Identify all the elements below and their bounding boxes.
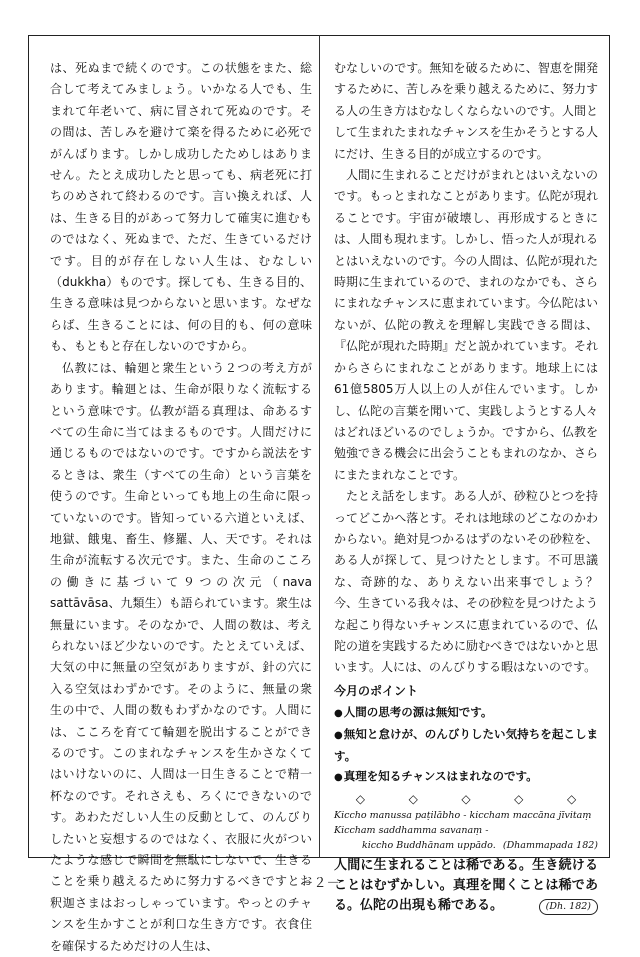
- diamond-separator: [334, 790, 598, 808]
- column-divider: [319, 35, 320, 858]
- pali-line: Kiccho manussa paṭilābho - kiccham maccāna jīvitaṃ: [334, 810, 592, 822]
- points-title: 今月のポイント: [334, 683, 419, 698]
- left-column: [50, 58, 312, 957]
- verse-translation: 人間に生まれることは稀である。生き続けることはむずかしい。真理を聞くことは稀である。仏陀の出現も稀である。 (Dh. 182): [334, 858, 598, 914]
- diamond-icon: ◇: [408, 792, 418, 807]
- black-circle-icon: ●: [334, 730, 343, 742]
- point-item: ●無知と怠けが、のんびりしたい気持ちを起こします。: [334, 727, 599, 764]
- paragraph: むなしいのです。無知を破るために、智恵を開発するために、苦しみを乗り越えるために、努力する人の生き方はむなしくならないのです。人間として生まれたまれなチャンスを生かそうとする人にだけ、生きる目的が成立するのです。: [334, 61, 599, 161]
- pali-source: (Dhammapada 182): [502, 840, 598, 852]
- paragraph: 仏教には、輪廻と衆生という２つの考え方があります。輪廻とは、生命が限りなく流転するという意味です。仏教が語る真理は、命あるすべての生命に当てはまるものです。人間だけに通じるものではないのです。ですから説法をするときは、衆生（すべての生命）という言葉を使うのです。生命といっても地上の生命に限っていないのです。皆知っている六道といえば、地獄、餓鬼、畜生、修羅、人、天です。それは生命が流転する次元です。また、生命のこころの働きに基づいて９つの次元（nava sattāvāsa、九類生）も語られています。衆生は無量にいます。そのなかで、人間の数は、考えられないほど少ないのです。たとえていえば、大気の中に無量の空気がありますが、針の穴に入る空気はわずかです。そのように、無量の衆生の中で、人間の数もわずかなのです。人間には、こころを育てて輪廻を脱出することができるのです。このまれなチャンスを生かさなくてはいけないのに、人間は一日生きることで精一杯なのです。それさえも、ろくにできないのです。あわただしい人生の反動として、のんびりしたいと妄想するのではなく、衣服に火がついたような感じで瞬間を無駄にしないで、生きることを乗り越えるために努力するべきですとお釈迦さまはおっしゃっています。やっとのチャンスを生かすことが利口な生き方です。衣食住を確保するためだけの人生は、: [50, 360, 312, 953]
- black-circle-icon: ●: [334, 708, 343, 720]
- pali-verse: [334, 808, 598, 853]
- verse-source: (Dh. 182): [539, 899, 598, 915]
- diamond-icon: ◇: [461, 792, 471, 807]
- diamond-icon: ◇: [514, 792, 524, 807]
- diamond-icon: ◇: [355, 792, 366, 807]
- pali-line: kiccho Buddhānam uppādo. (Dhammapada 182): [362, 840, 598, 852]
- black-circle-icon: ●: [334, 772, 343, 784]
- point-item: ●真理を知るチャンスはまれなのです。: [334, 769, 538, 784]
- right-column: [334, 58, 611, 916]
- paragraph: たとえ話をします。ある人が、砂粒ひとつを持ってどこかへ落とす。それは地球のどこなのかわからない。絶対見つかるはずのないその砂粒を、ある人が探して、見つけたとします。不可思議な、奇跡的な、ありえない出来事でしょう？ 今、生きている我々は、その砂粒を見つけたような起こり得ないチャンスに恵まれているので、仏陀の道を実践するために励むべきではないかと思います。人には、のんびりする暇はないのです。: [334, 489, 611, 675]
- page-number: －２－: [300, 876, 340, 891]
- paragraph: は、死ぬまで続くのです。この状態をまた、総合して考えてみましょう。いかなる人でも、生まれて年老いて、病に冒されて死ぬのです。その間は、苦しみを避けて楽を得るために必死でがんばります。しかし成功したためしはありません。たとえ成功したと思っても、病老死に打ちのめされて終わるのです。言い換えれば、人は、生きる目的があって努力して確実に進むものではなく、死ぬまで、ただ、生きているだけです。目的が存在しない人生は、むなしい（dukkha）ものです。探しても、生きる目的、生きる意味は見つからないと思います。なぜならば、生きることには、何の目的も、何の意味も、もともと存在しないのですから。: [50, 61, 312, 354]
- point-item: ●人間の思考の源は無知です。: [334, 705, 493, 720]
- diamond-icon: ◇: [566, 792, 577, 807]
- pali-line: Kiccham saddhamma savanaṃ -: [334, 825, 489, 837]
- paragraph: 人間に生まれることだけがまれとはいえないのです。もっとまれなことがあります。仏陀が現れることです。宇宙が破壊し、再形成するときには、人間も現れます。しかし、悟った人が現れるとはいえないのです。今の人間は、仏陀が現れた時期に生まれているので、まれのなかでも、さらにまれなチャンスに恵まれています。今仏陀はいないが、仏陀の教えを理解し実践できる間は、『仏陀が現れた時期』だと説かれています。それからさらにまれなことがあります。地球上には61億5805万人以上の人が住んでいます。しかし、仏陀の言葉を聞いて、実践しようとする人々はどれほどいるのでしょうか。ですから、仏教を勉強できる機会に出会うこともまれのなか、さらにまたまれなことです。: [334, 168, 599, 482]
